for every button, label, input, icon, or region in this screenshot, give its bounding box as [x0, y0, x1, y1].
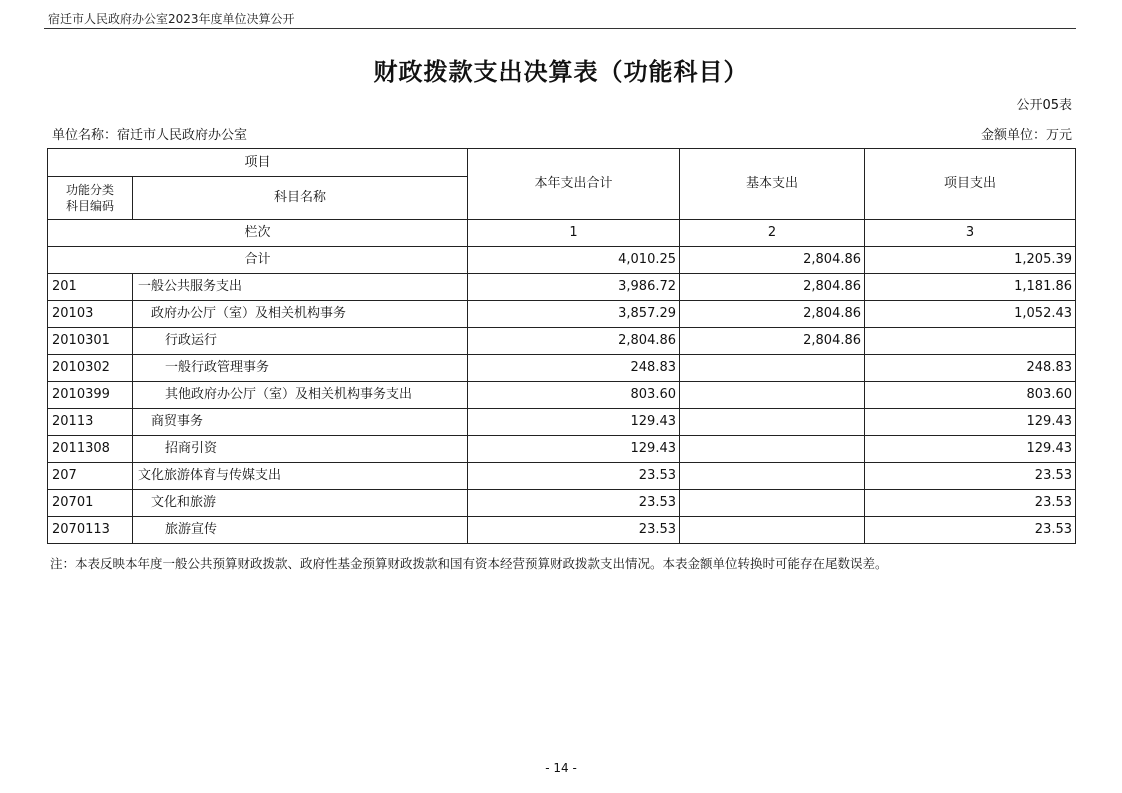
header-project-label: 项目: [244, 154, 271, 170]
table-row: [48, 328, 1076, 355]
row-program: 129.43: [865, 409, 1076, 436]
row-basic: [680, 355, 865, 382]
row-code: 2010302: [48, 355, 133, 382]
row-total: 3,857.29: [468, 301, 680, 328]
row-total: 129.43: [468, 436, 680, 463]
header-basic: [680, 149, 865, 220]
row-total: 3,986.72: [468, 274, 680, 301]
row-total: 129.43: [468, 409, 680, 436]
header-code-line2: 科目编码: [65, 199, 114, 213]
row-program: 23.53: [865, 490, 1076, 517]
row-total: 803.60: [468, 382, 680, 409]
row-name: 文化旅游体育与传媒支出: [133, 463, 468, 490]
row-total: 23.53: [468, 517, 680, 544]
header-total: [468, 149, 680, 220]
row-basic: [680, 490, 865, 517]
table-row: [48, 274, 1076, 301]
total-row: [48, 247, 1076, 274]
row-basic: [680, 463, 865, 490]
column-index-row: [48, 220, 1076, 247]
table-row: [48, 436, 1076, 463]
row-code: 20113: [48, 409, 133, 436]
row-basic: [680, 409, 865, 436]
row-program: 803.60: [865, 382, 1076, 409]
table-row: [48, 409, 1076, 436]
header-total-label: 本年支出合计: [534, 176, 613, 191]
row-name: 政府办公厅（室）及相关机构事务: [133, 301, 468, 328]
table-row: [48, 490, 1076, 517]
table-row: [48, 382, 1076, 409]
row-basic: 2,804.86: [680, 301, 865, 328]
row-basic: 2,804.86: [680, 328, 865, 355]
row-total: 23.53: [468, 463, 680, 490]
row-basic: 2,804.86: [680, 274, 865, 301]
row-program: 23.53: [865, 517, 1076, 544]
row-name: 文化和旅游: [133, 490, 468, 517]
page-number: - 14 -: [545, 761, 577, 775]
row-basic: [680, 382, 865, 409]
row-program: 23.53: [865, 463, 1076, 490]
footnote: 注：本表反映本年度一般公共预算财政拨款、政府性基金预算财政拨款和国有资本经营预算财政拨款支出情况。本表金额单位转换时可能存在尾数误差。: [50, 556, 888, 571]
row-name: 商贸事务: [133, 409, 468, 436]
row-name: 行政运行: [133, 328, 468, 355]
row-code: 201: [48, 274, 133, 301]
header-code: [48, 177, 133, 220]
unit-name: 单位名称：宿迁市人民政府办公室: [52, 128, 248, 143]
header-name-label: 科目名称: [274, 190, 327, 205]
column-index-2: 2: [680, 220, 865, 247]
row-basic: [680, 436, 865, 463]
expenditure-table: [47, 148, 1076, 544]
header-program: [865, 149, 1076, 220]
row-name: 一般行政管理事务: [133, 355, 468, 382]
table-row: [48, 463, 1076, 490]
row-total: 2,804.86: [468, 328, 680, 355]
column-index-label: 栏次: [48, 220, 468, 247]
table-row: [48, 517, 1076, 544]
header-basic-label: 基本支出: [746, 176, 799, 191]
column-index-3: 3: [865, 220, 1076, 247]
total-amount: 4,010.25: [468, 247, 680, 274]
row-total: 248.83: [468, 355, 680, 382]
row-code: 2010301: [48, 328, 133, 355]
row-name: 其他政府办公厅（室）及相关机构事务支出: [133, 382, 468, 409]
row-total: 23.53: [468, 490, 680, 517]
page-title: 财政拨款支出决算表（功能科目）: [373, 57, 749, 86]
row-code: 20103: [48, 301, 133, 328]
row-code: 207: [48, 463, 133, 490]
table-code: 公开05表: [1016, 98, 1072, 113]
total-program: 1,205.39: [865, 247, 1076, 274]
row-name: 一般公共服务支出: [133, 274, 468, 301]
header-project: [48, 149, 468, 177]
header-row-project: [48, 149, 1076, 177]
column-index-1: 1: [468, 220, 680, 247]
total-label: 合计: [48, 247, 468, 274]
table-row: [48, 355, 1076, 382]
row-name: 旅游宣传: [133, 517, 468, 544]
table-row: [48, 301, 1076, 328]
header-program-label: 项目支出: [944, 176, 997, 191]
header-code-line1: 功能分类: [65, 183, 114, 197]
row-basic: [680, 517, 865, 544]
row-code: 2010399: [48, 382, 133, 409]
amount-unit: 金额单位：万元: [980, 128, 1072, 143]
row-program: 129.43: [865, 436, 1076, 463]
row-program: 248.83: [865, 355, 1076, 382]
header-name: [133, 177, 468, 220]
row-program: 1,052.43: [865, 301, 1076, 328]
total-basic: 2,804.86: [680, 247, 865, 274]
row-name: 招商引资: [133, 436, 468, 463]
row-program: 1,181.86: [865, 274, 1076, 301]
row-code: 2070113: [48, 517, 133, 544]
running-header: 宿迁市人民政府办公室2023年度单位决算公开: [48, 12, 295, 26]
row-code: 20701: [48, 490, 133, 517]
row-program: [865, 328, 1076, 355]
header-divider: [44, 28, 1076, 29]
row-code: 2011308: [48, 436, 133, 463]
